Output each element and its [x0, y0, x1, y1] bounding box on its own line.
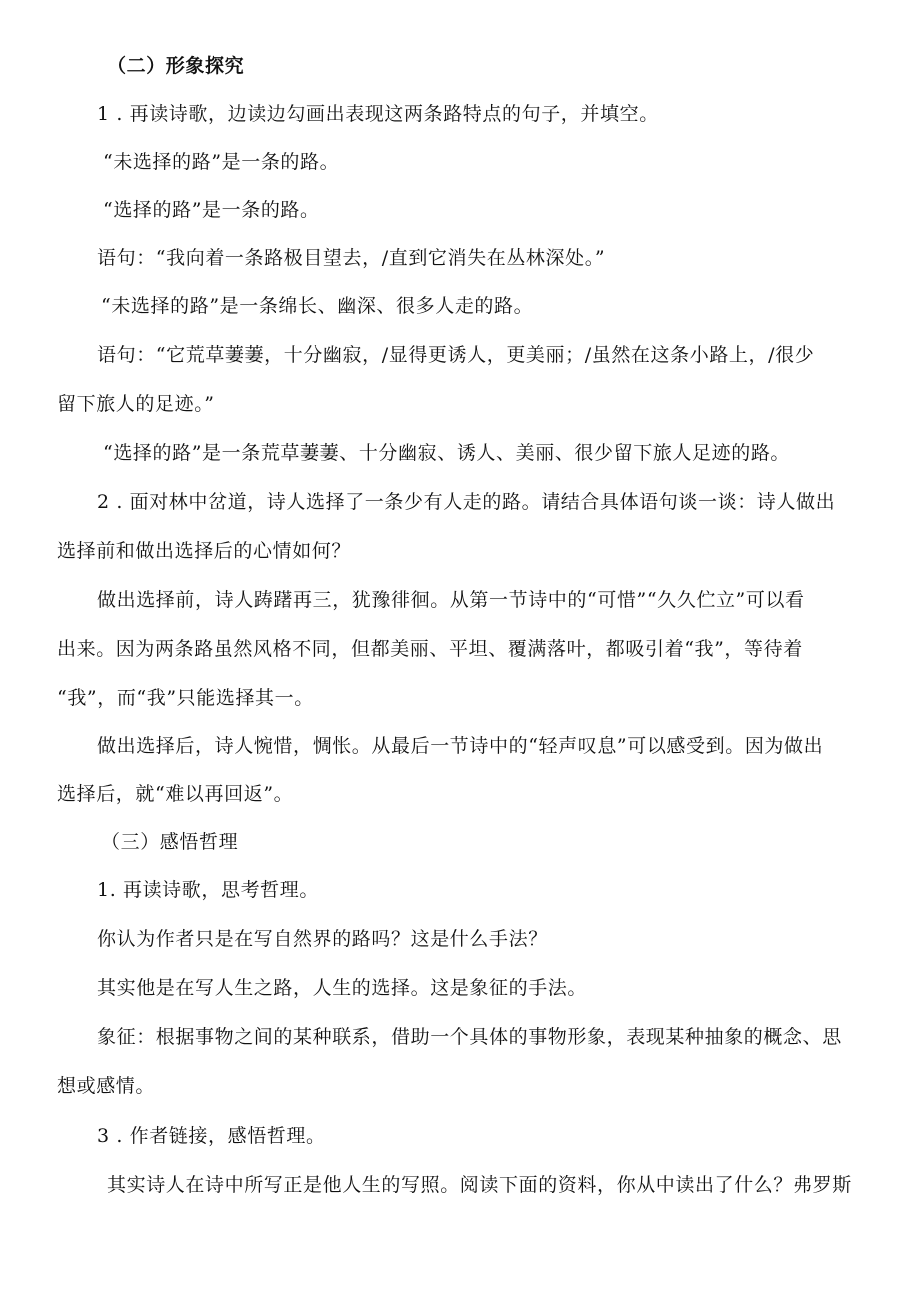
quote-line-1: 语句：“我向着一条路极目望去，/直到它消失在丛林深处。” — [97, 247, 606, 269]
before-choice-paragraph-3: “我”，而“我”只能选择其一。 — [57, 687, 314, 709]
section-title-philosophy: （三）感悟哲理 — [101, 831, 239, 853]
answer-unchosen-road: “未选择的路”是一条绵长、幽深、很多人走的路。 — [101, 295, 534, 317]
question-2-part-2: 选择前和做出选择后的心情如何？ — [57, 540, 352, 562]
fill-blank-chosen-road: “选择的路”是一条的路。 — [103, 199, 320, 221]
before-choice-paragraph-1: 做出选择前，诗人踌躇再三，犹豫徘徊。从第一节诗中的“可惜”“久久伫立”可以看 — [97, 589, 805, 611]
section3-question-3: 3 . 作者链接，感悟哲理。 — [97, 1125, 326, 1147]
symbol-definition-line-2: 想或感情。 — [57, 1075, 156, 1097]
section3-question: 你认为作者只是在写自然界的路吗？这是什么手法？ — [97, 928, 548, 950]
section-title-image-exploration: （二）形象探究 — [107, 55, 245, 77]
final-paragraph-line: 其实诗人在诗中所写正是他人生的写照。阅读下面的资料，你从中读出了什么？弗罗斯 — [107, 1174, 852, 1196]
question-1: 1 . 再读诗歌，边读边勾画出表现这两条路特点的句子，并填空。 — [97, 103, 659, 125]
quote-line-2-part-1: 语句：“它荒草萋萋，十分幽寂，/显得更诱人，更美丽；/虽然在这条小路上，/很少 — [97, 344, 815, 366]
after-choice-paragraph-1: 做出选择后，诗人惋惜，惆怅。从最后一节诗中的“轻声叹息”可以感受到。因为做出 — [97, 735, 824, 757]
before-choice-paragraph-2: 出来。因为两条路虽然风格不同，但都美丽、平坦、覆满落叶，都吸引着“我”，等待着 — [57, 638, 803, 660]
answer-chosen-road: “选择的路”是一条荒草萋萋、十分幽寂、诱人、美丽、很少留下旅人足迹的路。 — [103, 442, 791, 464]
question-2-part-1: 2 . 面对林中岔道，诗人选择了一条少有人走的路。请结合具体语句谈一谈：诗人做出 — [97, 491, 836, 513]
section3-answer: 其实他是在写人生之路，人生的选择。这是象征的手法。 — [97, 977, 588, 999]
section3-question-1: 1. 再读诗歌，思考哲理。 — [97, 879, 319, 901]
fill-blank-unchosen-road: “未选择的路”是一条的路。 — [103, 151, 340, 173]
quote-line-2-part-2: 留下旅人的足迹。” — [57, 393, 215, 415]
symbol-definition-line-1: 象征：根据事物之间的某种联系，借助一个具体的事物形象，表现某种抽象的概念、思 — [97, 1026, 842, 1048]
after-choice-paragraph-2: 选择后，就“难以再回返”。 — [57, 783, 294, 805]
